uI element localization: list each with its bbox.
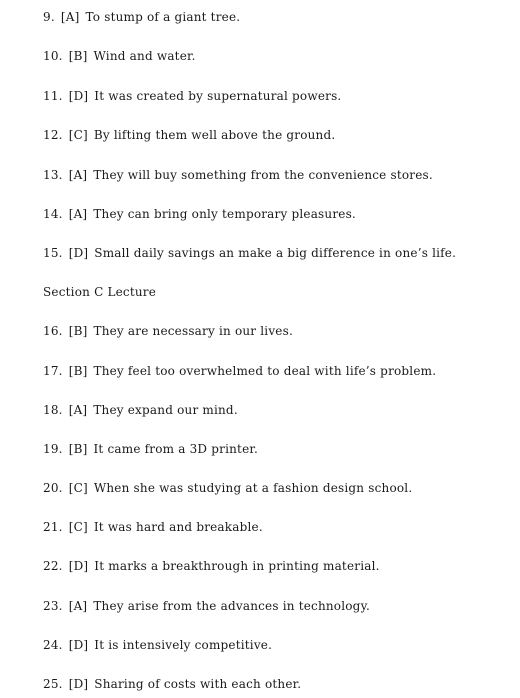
item-choice: [C] (68, 481, 88, 495)
item-choice: [B] (68, 364, 88, 378)
item-number: 14. (43, 207, 63, 221)
item-text: It was hard and breakable. (93, 520, 263, 534)
item-text: It marks a breakthrough in printing material. (94, 559, 380, 573)
item-number: 24. (43, 638, 63, 652)
answer-item-9 (43, 7, 240, 27)
item-text: Small daily savings an make a big difference in one’s life. (94, 246, 457, 260)
item-choice: [A] (68, 599, 88, 613)
section-heading: Section C Lecture (43, 285, 157, 299)
item-number: 16. (43, 324, 63, 338)
answer-item-25 (43, 674, 301, 694)
item-choice: [C] (68, 520, 88, 534)
answer-item-10 (43, 46, 196, 66)
answer-item-15 (43, 243, 456, 263)
item-number: 15. (43, 246, 63, 260)
item-number: 11. (43, 89, 63, 103)
item-choice: [D] (68, 677, 89, 691)
item-number: 12. (43, 128, 63, 142)
item-number: 13. (43, 168, 63, 182)
item-choice: [A] (68, 403, 88, 417)
item-text: Sharing of costs with each other. (94, 677, 302, 691)
item-number: 20. (43, 481, 63, 495)
item-number: 10. (43, 49, 63, 63)
answer-item-11 (43, 86, 341, 106)
answer-item-16 (43, 321, 293, 341)
item-choice: [B] (68, 442, 88, 456)
answer-item-12 (43, 125, 335, 145)
answer-item-22 (43, 556, 380, 576)
answer-item-13 (43, 165, 433, 185)
item-text: Wind and water. (93, 49, 196, 63)
item-choice: [D] (68, 246, 89, 260)
item-text: They are necessary in our lives. (93, 324, 293, 338)
item-choice: [A] (68, 168, 88, 182)
answer-item-18 (43, 400, 238, 420)
item-choice: [B] (68, 324, 88, 338)
item-text: It was created by supernatural powers. (94, 89, 342, 103)
answer-item-14 (43, 204, 356, 224)
item-choice: [A] (68, 207, 88, 221)
answer-item-17 (43, 361, 436, 381)
item-number: 23. (43, 599, 63, 613)
item-number: 17. (43, 364, 63, 378)
item-choice: [C] (68, 128, 88, 142)
answer-item-19 (43, 439, 258, 459)
item-choice: [A] (60, 10, 80, 24)
item-number: 22. (43, 559, 63, 573)
item-text: They expand our mind. (93, 403, 238, 417)
item-number: 19. (43, 442, 63, 456)
item-text: By lifting them well above the ground. (93, 128, 336, 142)
answer-item-21 (43, 517, 263, 537)
item-number: 18. (43, 403, 63, 417)
item-number: 21. (43, 520, 63, 534)
item-choice: [D] (68, 89, 89, 103)
item-number: 9. (43, 10, 55, 24)
item-choice: [D] (68, 638, 89, 652)
item-text: It came from a 3D printer. (93, 442, 259, 456)
item-choice: [B] (68, 49, 88, 63)
answer-item-23 (43, 596, 370, 616)
item-text: They can bring only temporary pleasures. (93, 207, 356, 221)
item-number: 25. (43, 677, 63, 691)
item-text: To stump of a giant tree. (85, 10, 241, 24)
item-text: They arise from the advances in technology. (93, 599, 370, 613)
item-text: They will buy something from the convenience stores. (93, 168, 433, 182)
item-text: They feel too overwhelmed to deal with life’s problem. (93, 364, 437, 378)
item-choice: [D] (68, 559, 89, 573)
item-text: It is intensively competitive. (94, 638, 273, 652)
answer-item-20 (43, 478, 412, 498)
answer-item-24 (43, 635, 272, 655)
item-text: When she was studying at a fashion design school. (93, 481, 413, 495)
